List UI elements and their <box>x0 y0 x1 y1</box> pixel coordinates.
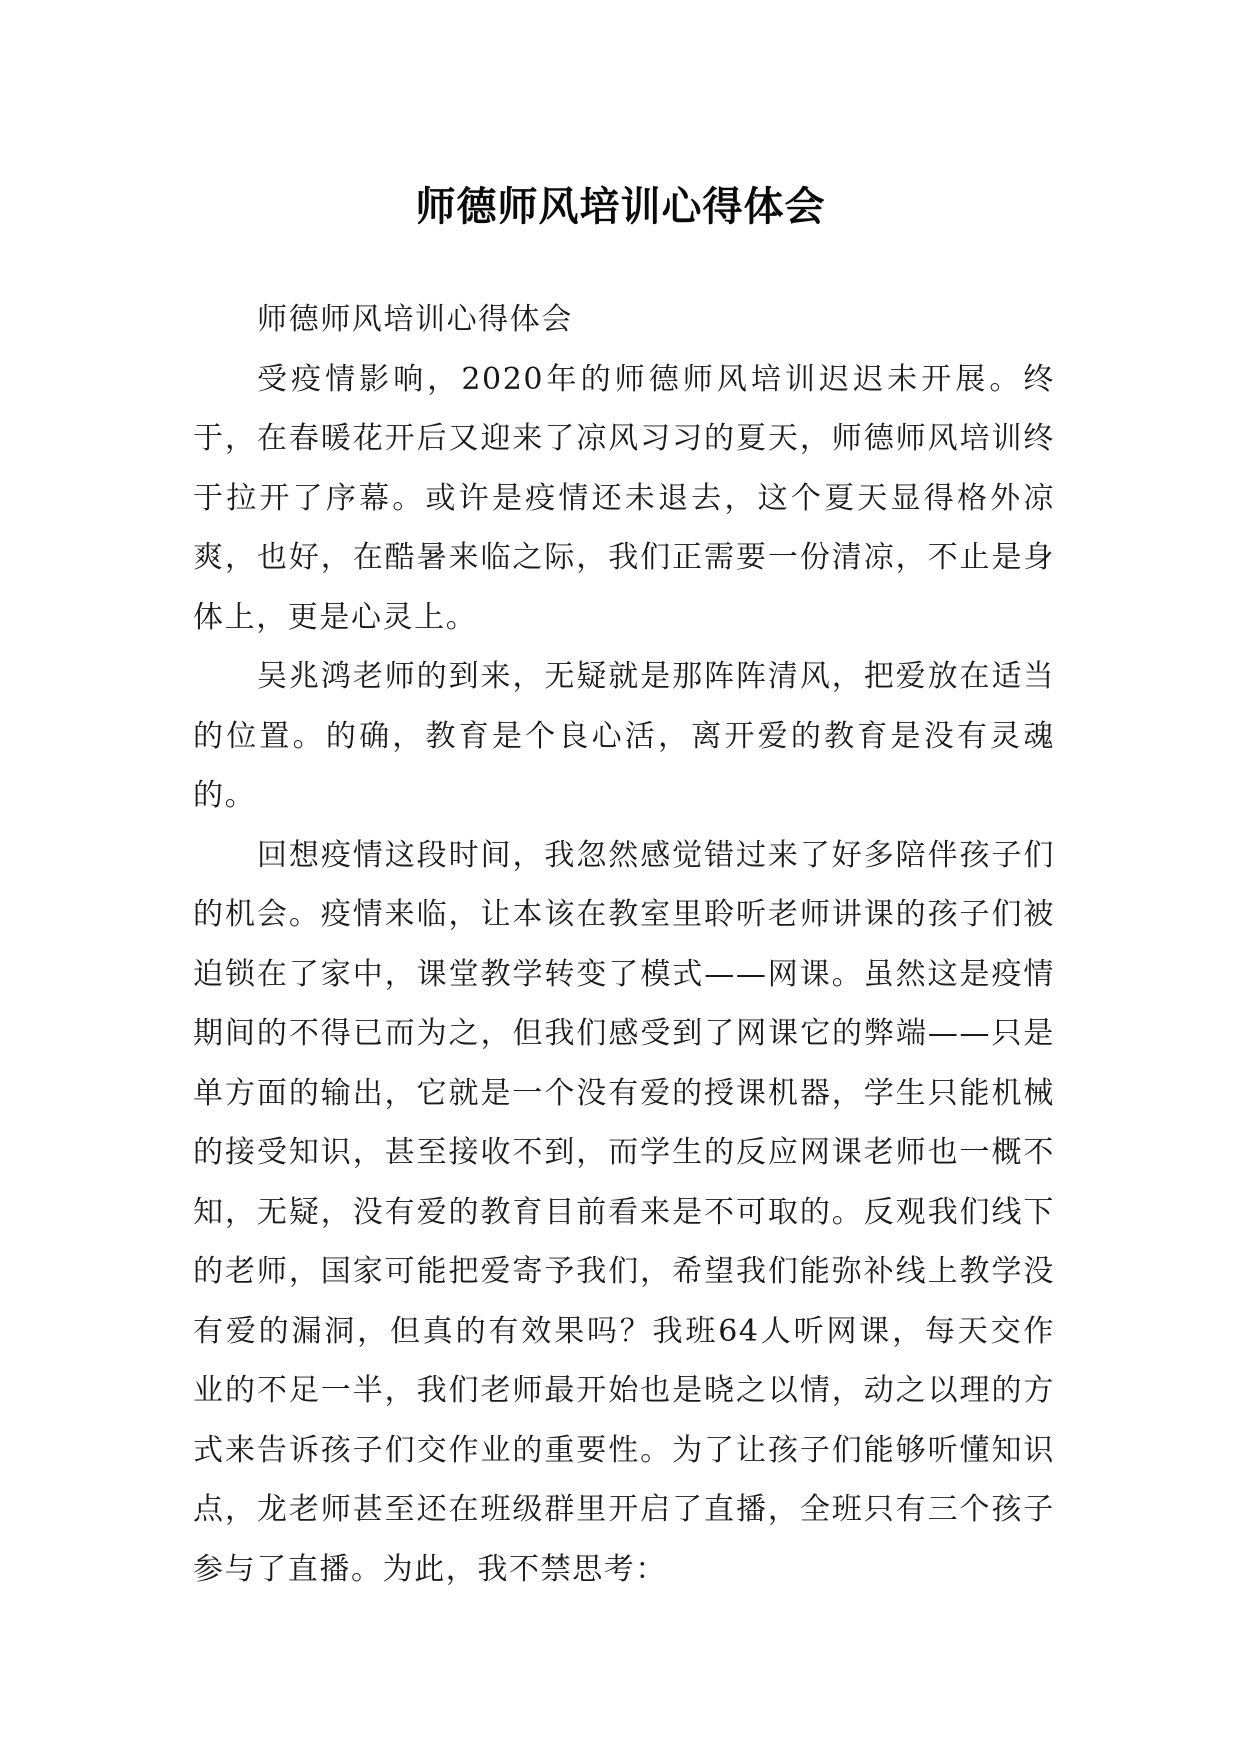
document-body <box>193 290 1055 1599</box>
paragraph-2: 吴兆鸿老师的到来，无疑就是那阵阵清风，把爱放在适当的位置。的确，教育是个良心活，离开爱的教育是没有灵魂的。 <box>193 659 1055 813</box>
paragraph-1: 受疫情影响，2020年的师德师风培训迟迟未开展。终于，在春暖花开后又迎来了凉风习习的夏天，师德师风培训终于拉开了序幕。或许是疫情还未退去，这个夏天显得格外凉爽，也好，在酷暑来临之际，我们正需要一份清凉，不止是身体上，更是心灵上。 <box>193 361 1055 635</box>
paragraph-heading: 师德师风培训心得体会 <box>257 302 573 337</box>
paragraph-3: 回想疫情这段时间，我忽然感觉错过来了好多陪伴孩子们的机会。疫情来临，让本该在教室里聆听老师讲课的孩子们被迫锁在了家中，课堂教学转变了模式——网课。虽然这是疫情期间的不得已而为之，但我们感受到了网课它的弊端——只是单方面的输出，它就是一个没有爱的授课机器，学生只能机械的接受知识，甚至接收不到，而学生的反应网课老师也一概不知，无疑，没有爱的教育目前看来是不可取的。反观我们线下的老师，国家可能把爱寄予我们，希望我们能弥补线上教学没有爱的漏洞，但真的有效果吗？我班64人听网课，每天交作业的不足一半，我们老师最开始也是晓之以情，动之以理的方式来告诉孩子们交作业的重要性。为了让孩子们能够听懂知识点，龙老师甚至还在班级群里开启了直播，全班只有三个孩子参与了直播。为此，我不禁思考： <box>193 837 1055 1587</box>
document-title: 师德师风培训心得体会 <box>415 182 826 230</box>
